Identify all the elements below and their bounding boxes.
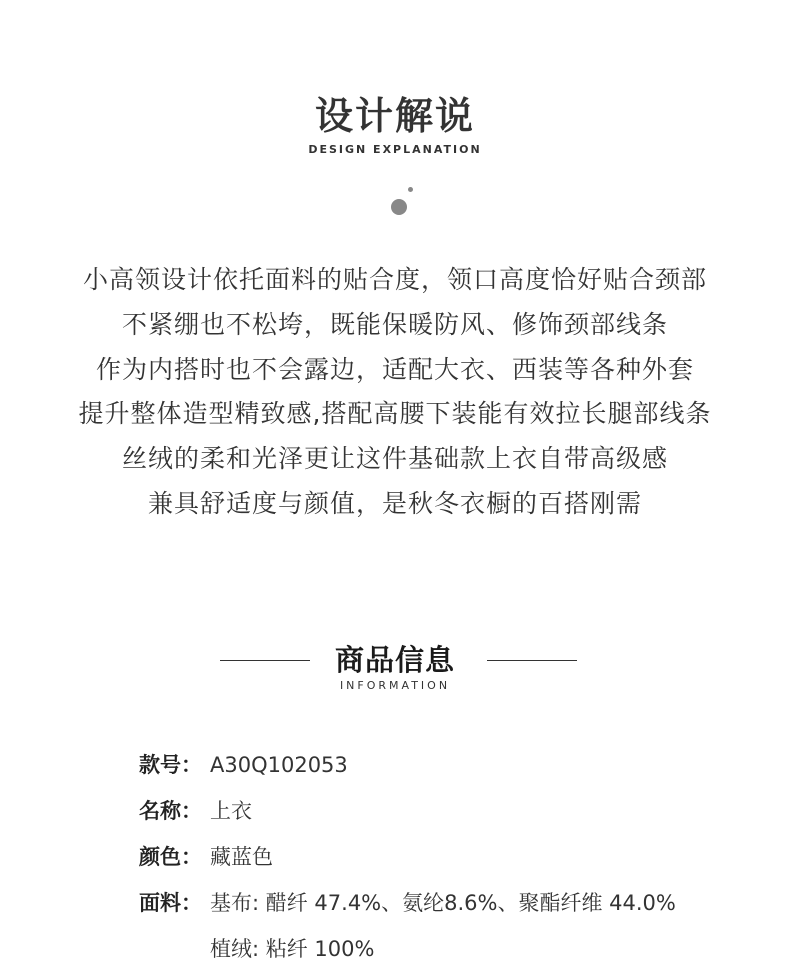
description-line: 小高领设计依托面料的贴合度，领口高度恰好贴合颈部 (82, 265, 707, 294)
spec-value: 植绒: 粘纤 100% (210, 937, 375, 961)
spec-row-color (139, 840, 739, 874)
spec-label: 面料： (139, 891, 202, 915)
divider-right (487, 660, 577, 661)
spec-value: 基布: 醋纤 47.4%、氨纶8.6%、聚酯纤维 44.0% (210, 891, 676, 915)
description-line: 提升整体造型精致感,搭配高腰下装能有效拉长腿部线条 (78, 399, 712, 429)
design-description (0, 258, 790, 527)
decorative-dot-small (408, 187, 413, 192)
spec-label: 款号： (139, 753, 202, 777)
spec-label: 名称： (139, 799, 202, 823)
description-line: 作为内搭时也不会露边，适配大衣、西装等各种外套 (95, 354, 694, 384)
spec-row-flocking (139, 932, 739, 966)
description-line: 不紧绷也不松垮，既能保暖防风、修饰颈部线条 (121, 309, 668, 339)
spec-row-name (139, 794, 739, 828)
description-line: 丝绒的柔和光泽更让这件基础款上衣自带高级感 (121, 444, 668, 474)
info-subtitle: INFORMATION (339, 679, 451, 692)
spec-value: A30Q102053 (210, 753, 348, 777)
spec-value: 藏蓝色 (210, 845, 273, 869)
spec-value: 上衣 (210, 799, 252, 823)
spec-row-style-number (139, 748, 739, 782)
design-subtitle: DESIGN EXPLANATION (308, 143, 482, 156)
decorative-dot-large (391, 199, 407, 215)
info-header (0, 640, 790, 700)
description-line: 兼具舒适度与颜值，是秋冬衣橱的百搭刚需 (147, 488, 642, 518)
spec-row-fabric (139, 886, 739, 920)
info-title: 商品信息 (334, 643, 455, 677)
design-title: 设计解说 (314, 94, 475, 138)
spec-label: 颜色： (139, 845, 202, 869)
